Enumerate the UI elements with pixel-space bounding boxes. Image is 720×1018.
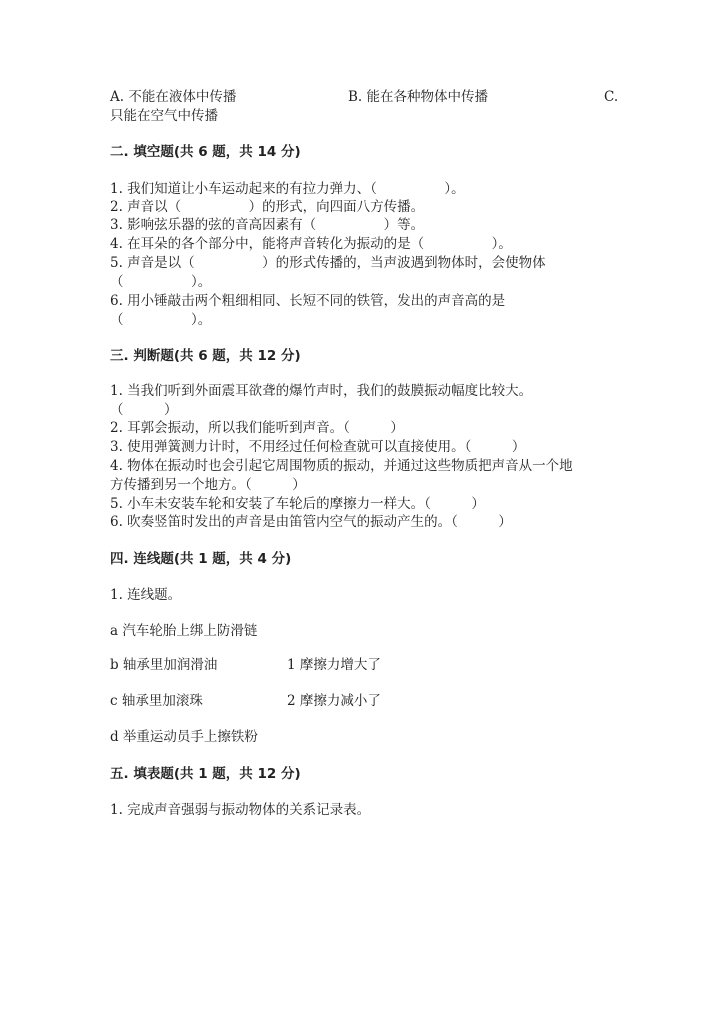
matching-right-item: 1 摩擦力增大了 [287, 657, 381, 673]
fill-blank-line: （ ）。 [110, 274, 212, 290]
matching-left-item: b 轴承里加润滑油 [110, 657, 218, 673]
matching-question: 1. 连线题。 [110, 587, 182, 603]
fill-blank-line: 2. 声音以（ ）的形式，向四面八方传播。 [110, 199, 425, 215]
table-question: 1. 完成声音强弱与振动物体的关系记录表。 [110, 802, 371, 818]
judge-line: 2. 耳郭会振动，所以我们能听到声音。（ ） [110, 420, 404, 436]
fill-blank-line: 5. 声音是以（ ）的形式传播的，当声波遇到物体时，会使物体 [110, 255, 546, 271]
fill-blank-line: 4. 在耳朵的各个部分中，能将声音转化为振动的是（ ）。 [110, 236, 512, 252]
matching-right-item: 2 摩擦力减小了 [287, 693, 381, 709]
matching-left-item: c 轴承里加滚珠 [110, 693, 203, 709]
fill-blank-line: 3. 影响弦乐器的弦的音高因素有（ ）等。 [110, 217, 425, 233]
judge-line: 1. 当我们听到外面震耳欲聋的爆竹声时，我们的鼓膜振动幅度比较大。 [110, 383, 533, 399]
judge-line: 4. 物体在振动时也会引起它周围物质的振动，并通过这些物质把声音从一个地 [110, 458, 573, 474]
option-c: C. [604, 89, 619, 105]
section-fill-blank-title: 二. 填空题(共 6 题，共 14 分) [110, 144, 301, 160]
judge-line: （ ） [110, 402, 178, 418]
fill-blank-line: 6. 用小锤敲击两个粗细相同、长短不同的铁管，发出的声音高的是 [110, 293, 506, 309]
option-b: B. 能在各种物体中传播 [348, 89, 489, 105]
judge-line: 方传播到另一个地方。（ ） [110, 477, 306, 493]
option-c-text: 只能在空气中传播 [110, 108, 218, 124]
fill-blank-line: （ ）。 [110, 312, 212, 328]
judge-line: 5. 小车未安装车轮和安装了车轮后的摩擦力一样大。（ ） [110, 496, 485, 512]
section-table-title: 五. 填表题(共 1 题，共 12 分) [110, 766, 301, 782]
section-judge-title: 三. 判断题(共 6 题，共 12 分) [110, 348, 301, 364]
section-matching-title: 四. 连线题(共 1 题，共 4 分) [110, 551, 292, 567]
matching-left-item: a 汽车轮胎上绑上防滑链 [110, 623, 258, 639]
matching-left-item: d 举重运动员手上擦铁粉 [110, 729, 258, 745]
judge-line: 3. 使用弹簧测力计时，不用经过任何检查就可以直接使用。（ ） [110, 439, 526, 455]
fill-blank-line: 1. 我们知道让小车运动起来的有拉力弹力、（ ）。 [110, 181, 465, 197]
judge-line: 6. 吹奏竖笛时发出的声音是由笛管内空气的振动产生的。（ ） [110, 514, 512, 530]
option-a: A. 不能在液体中传播 [110, 89, 237, 105]
